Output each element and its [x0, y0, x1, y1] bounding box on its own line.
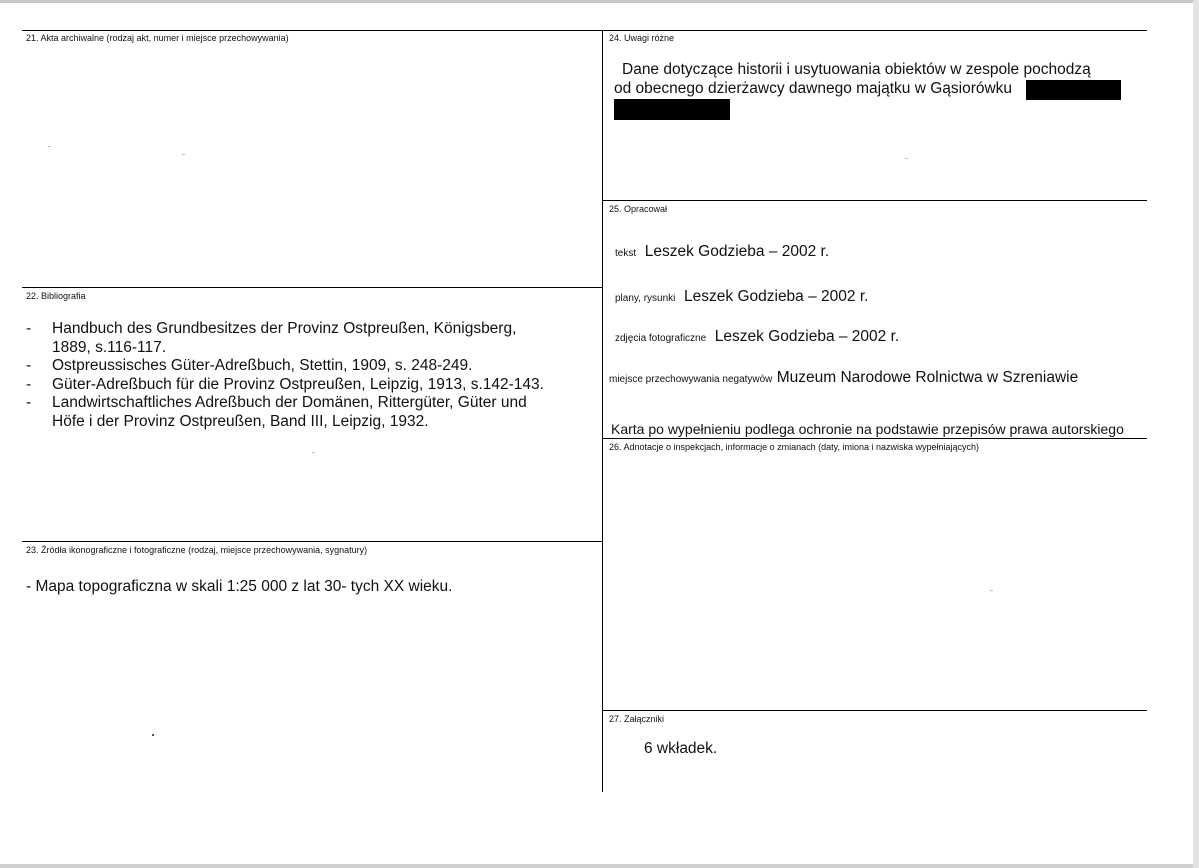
bibliography-item: - Ostpreussisches Güter-Adreßbuch, Stettin, 1909, s. 248-249.	[26, 357, 473, 374]
bibliography-item: - Handbuch des Grundbesitzes der Provinz Ostpreußen, Königsberg, 1889, s.116-117.	[26, 320, 517, 356]
zdjecia-value: Leszek Godzieba – 2002 r.	[714, 328, 900, 345]
scan-speck	[48, 146, 51, 147]
rule-22-23	[22, 541, 602, 542]
section-23-text: - Mapa topograficzna w skali 1:25 000 z lat 30- tych XX wieku.	[26, 578, 453, 595]
tekst-row	[615, 243, 829, 263]
bibliography-item: - Landwirtschaftliches Adreßbuch der Domänen, Rittergüter, Güter und Höfe i der Provinz Ostpreußen, Band III, Leipzig, 1932.	[26, 394, 527, 430]
plany-value: Leszek Godzieba – 2002 r.	[684, 288, 869, 305]
rule-24-25	[602, 200, 1147, 201]
redaction-block-1	[1026, 80, 1121, 100]
scan-edge-top	[0, 0, 1199, 3]
scan-speck	[182, 154, 185, 155]
section-24-line1: Dane dotyczące historii i usytuowania obiektów w zespole pochodzą	[622, 61, 1091, 78]
rule-25-26	[602, 438, 1147, 439]
section-21-label: 21. Akta archiwalne (rodzaj akt, numer i miejsce przechowywania)	[26, 33, 289, 43]
rule-26-27	[602, 710, 1147, 711]
section-24-label: 24. Uwagi różne	[609, 33, 675, 43]
tekst-label: tekst	[615, 248, 637, 259]
bibliography-item: - Güter-Adreßbuch für die Provinz Ostpreußen, Leipzig, 1913, s.142-143.	[26, 375, 544, 393]
scan-speck	[905, 158, 908, 159]
negatywy-row	[609, 369, 1078, 389]
section-27-label: 27. Załączniki	[609, 714, 665, 724]
section-27-text: 6 wkładek.	[644, 740, 718, 757]
section-24-line2: od obecnego dzierżawcy dawnego majątku w Gąsiorówku	[614, 80, 1013, 97]
tekst-value: Leszek Godzieba – 2002 r.	[644, 243, 830, 260]
section-25-label: 25. Opracował	[609, 204, 668, 214]
rule-21-22	[22, 287, 602, 288]
scan-speck	[152, 734, 154, 736]
center-divider	[602, 30, 603, 792]
negatywy-label: miejsce przechowywania negatywów	[609, 374, 773, 385]
section-22-label: 22. Bibliografia	[26, 291, 86, 301]
scan-edge-bottom	[0, 864, 1199, 868]
negatywy-value: Muzeum Narodowe Rolnictwa w Szreniawie	[776, 369, 1079, 386]
scan-speck	[312, 452, 315, 453]
section-26-label: 26. Adnotacje o inspekcjach, informacje o zmianach (daty, imiona i nazwiska wypełniających)	[609, 442, 980, 452]
scan-speck	[990, 590, 993, 591]
copyright-notice: Karta po wypełnieniu podlega ochronie na podstawie przepisów prawa autorskiego	[611, 421, 1124, 437]
bibliography-list	[26, 320, 544, 431]
scan-edge-right	[1193, 0, 1199, 868]
redaction-block-2	[614, 99, 730, 120]
zdjecia-label: zdjęcia fotograficzne	[615, 333, 707, 344]
section-23-label: 23. Źródła ikonograficzne i fotograficzne (rodzaj, miejsce przechowywania, sygnatury)	[26, 545, 368, 555]
plany-row	[615, 288, 868, 308]
zdjecia-row	[615, 328, 899, 348]
plany-label: plany, rysunki	[615, 293, 676, 304]
top-rule	[22, 30, 1147, 31]
